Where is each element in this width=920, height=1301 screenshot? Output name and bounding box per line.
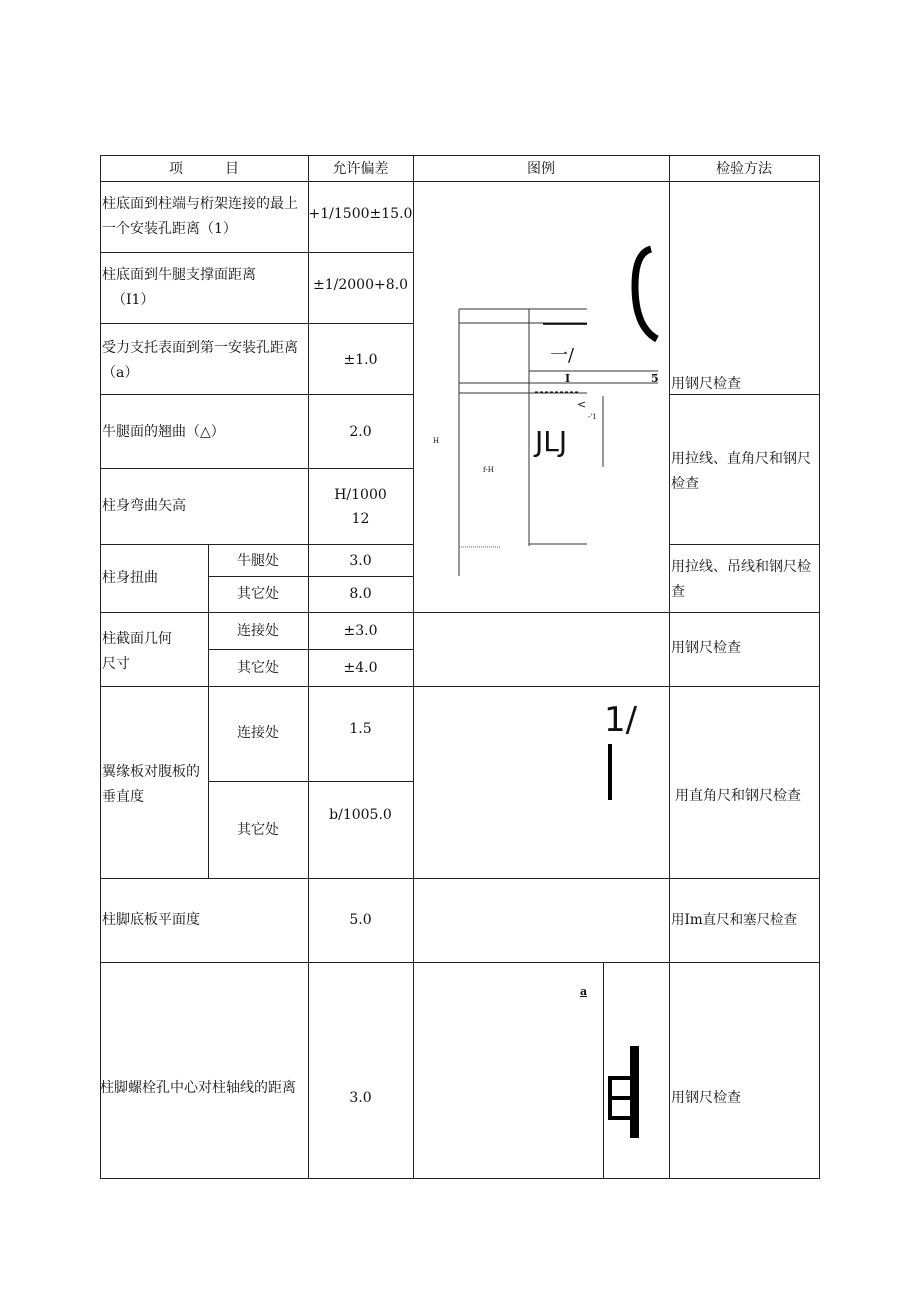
row2-item-sub: （I1） (112, 292, 155, 308)
row8-item: 翼缘板对腹板的垂直度 (102, 764, 200, 805)
fig1-5-mark: 5 (651, 372, 659, 385)
row5-tolerance-line2: 12 (351, 511, 370, 527)
row6-sub1-label: 牛腿处 (237, 553, 279, 569)
row3-item: 受力支托表面到第一安装孔距离（a） (102, 340, 298, 381)
header-item: 项 目 (169, 161, 239, 177)
fig4-a-label: a (580, 985, 588, 998)
method-4: 用钢尺检查 (671, 640, 741, 656)
row7-sub2-label: 其它处 (237, 660, 279, 676)
fig1-lt-mark: < (577, 398, 587, 411)
row1-tolerance: +1/1500±15.0 (308, 206, 413, 222)
row5-tolerance-line1: H/1000 (334, 487, 387, 503)
row6-sub1-tolerance: 3.0 (349, 553, 372, 569)
fig1-jlj-mark: JLJ (535, 425, 568, 458)
row8-sub2-tolerance: b/1005.0 (329, 807, 392, 823)
row4-tolerance: 2.0 (349, 424, 372, 440)
row6-sub2-tolerance: 8.0 (349, 586, 372, 602)
row6-sub2-label: 其它处 (237, 586, 279, 602)
header-method: 检验方法 (716, 161, 772, 177)
fig1-tiny-1: -'1 (588, 413, 597, 421)
row4-item: 牛腿面的翘曲（△） (102, 424, 225, 440)
row10-tolerance: 3.0 (349, 1090, 372, 1106)
header-figure: 图例 (527, 161, 555, 177)
row6-item: 柱身扭曲 (102, 570, 158, 586)
row9-tolerance: 5.0 (349, 912, 372, 928)
row8-sub2-label: 其它处 (237, 822, 279, 838)
row8-sub1-label: 连接处 (237, 725, 279, 741)
row7-item: 柱截面几何尺寸 (102, 631, 172, 672)
method-2: 用拉线、直角尺和钢尺检查 (671, 451, 811, 492)
row3-tolerance: ±1.0 (343, 352, 378, 368)
row9-item: 柱脚底板平面度 (102, 912, 200, 928)
row7-sub1-label: 连接处 (237, 623, 279, 639)
row8-sub1-tolerance: 1.5 (349, 721, 372, 737)
fig1-h-label: H (433, 437, 440, 445)
row1-item: 柱底面到柱端与桁架连接的最上一个安装孔距离（1） (102, 196, 298, 237)
method-1: 用钢尺检查 (671, 376, 741, 392)
row5-item: 柱身弯曲矢高 (102, 498, 186, 514)
method-5: 用直角尺和钢尺检查 (675, 788, 801, 804)
row7-sub2-tolerance: ±4.0 (343, 660, 378, 676)
fig1-i-mark: I (565, 372, 571, 385)
method-6: 用Im直尺和塞尺检查 (671, 912, 798, 928)
row2-item: 柱底面到牛腿支撑面距离 (102, 267, 256, 283)
fig2-mark: 1/ (604, 700, 638, 740)
fig1-slash-mark: 一/ (550, 345, 575, 366)
row10-item: 柱脚螺栓孔中心对柱轴线的距离 (100, 1080, 296, 1096)
method-3: 用拉线、吊线和钢尺检查 (671, 559, 811, 600)
header-tolerance: 允许偏差 (332, 161, 389, 177)
row2-tolerance: ±1/2000+8.0 (313, 277, 408, 293)
row7-sub1-tolerance: ±3.0 (343, 623, 378, 639)
fig1-tiny-fh: f-H (483, 466, 494, 474)
method-7: 用钢尺检查 (671, 1090, 741, 1106)
